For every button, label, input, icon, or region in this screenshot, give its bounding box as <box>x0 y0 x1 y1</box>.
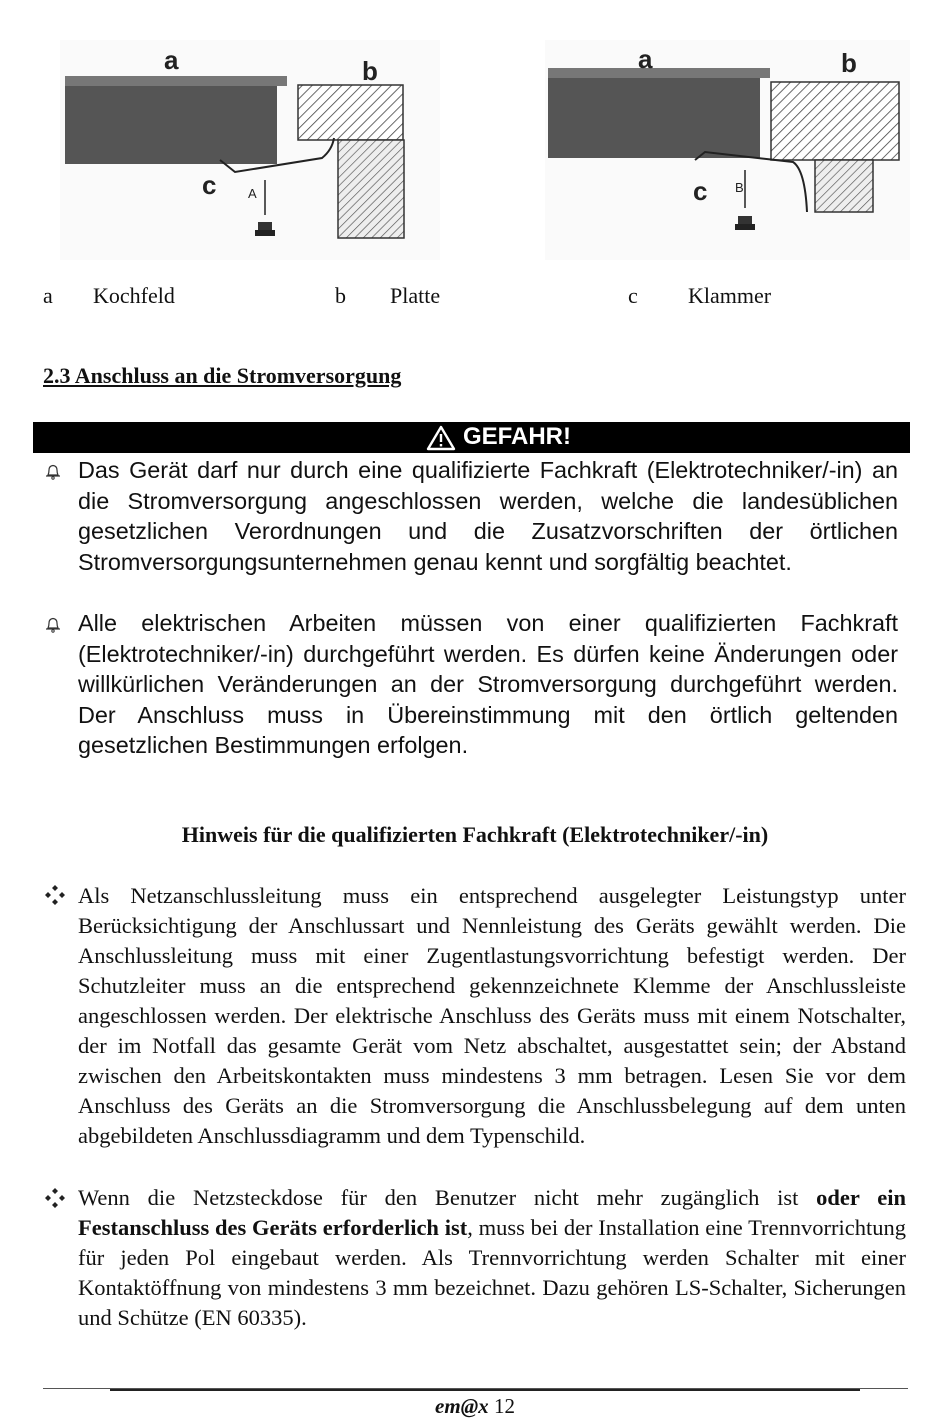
label-hob: a <box>638 44 653 74</box>
note-item-2-bold: oder ein Festanschluss des Geräts erforderlich ist <box>78 1185 906 1240</box>
note-item-1: Als Netzanschlussleitung muss ein entsprechend ausgelegter Leistungstyp unter Berücksichtigung der Anschlussart und Nennleistung des Geräts gewählt werden. Die Anschlussleitung muss mit einer Zugentlastungsvorrichtung befestigt werden. Der Schutzleiter muss an die entsprechend gekennzeichnete Klemme der Anschlussleiste angeschlossen werden. Der elektrische Anschluss des Geräts muss mit einem Notschalter, der im Notfall das gesamte Gerät vom Netz abschaltet, ausgestattet sein; der Abstand zwischen den Arbeitskontakten muss mindestens 3 mm betragen. Lesen Sie vor dem Anschluss des Geräts an die Stromversorgung die Anschlussbelegung auf dem unten abgebildeten Anschlussdiagramm und dem Typenschild. <box>78 883 906 1148</box>
danger-item-2: Alle elektrischen Arbeiten müssen von einer qualifizierten Fachkraft (Elektrotechniker/-in) durchgeführt werden. Es dürfen keine Änderungen oder willkürlichen Veränderungen an der Stromversorgung durchgeführt werden. Der Anschluss muss in Übereinstimmung mit den örtlich geltenden gesetzlichen Bestimmungen erfolgen. <box>78 610 898 759</box>
section-title: 2.3 Anschluss an die Stromversorgung <box>43 363 402 388</box>
note-item-2-text-start: Wenn die Netzsteckdose für den Benutzer nicht mehr zugänglich ist <box>78 1185 817 1210</box>
label-pin: B <box>735 180 744 195</box>
legend-key-a: a <box>43 283 53 308</box>
mounting-figure-b <box>545 40 925 260</box>
legend-text-b: Platte <box>390 283 441 308</box>
bell-icon <box>44 462 62 480</box>
danger-item-1: Das Gerät darf nur durch eine qualifizierte Fachkraft (Elektrotechniker/-in) an die Stromversorgung angeschlossen werden, welche die landesüblichen gesetzlichen Verordnungen und die Zusatzvorschriften der örtlichen Stromversorgungsunternehmen genau kennt und sorgfältig beachtet. <box>78 457 898 575</box>
hob-clamp-diagram-a <box>60 40 440 260</box>
page-number: 12 <box>493 1394 515 1418</box>
four-diamond-bullet-icon <box>44 1187 66 1209</box>
legend-key-c: c <box>628 283 638 308</box>
legend-text-a: Kochfeld <box>93 283 175 308</box>
label-pin: A <box>248 186 257 201</box>
mounting-figure-a <box>60 40 440 260</box>
danger-banner <box>33 422 910 453</box>
label-board: b <box>362 56 378 86</box>
brand-logo: em@x <box>435 1394 489 1418</box>
legend-key-b: b <box>335 283 346 308</box>
label-clamp: c <box>693 176 708 206</box>
bell-icon <box>44 615 62 633</box>
label-hob: a <box>164 45 179 75</box>
label-board: b <box>841 48 857 78</box>
four-diamond-bullet-icon <box>44 884 66 906</box>
footer-divider-bold <box>110 1389 860 1391</box>
legend-text-c: Klammer <box>688 283 772 308</box>
page-footer <box>0 1394 950 1419</box>
note-item-2-text-end: , muss bei der Installation eine Trennvorrichtung für jeden Pol eingebaut werden. Als Trennvorrichtung werden Schalter mit einer Kontaktöffnung von mindestens 3 mm bezeichnet. Dazu gehören LS-Schalter, Sicherungen und Schütze (EN 60335). <box>78 1215 907 1330</box>
danger-label: GEFAHR! <box>463 423 571 450</box>
note-title: Hinweis für die qualifizierten Fachkraft (Elektrotechniker/-in) <box>181 822 769 847</box>
warning-triangle-icon <box>426 425 456 451</box>
note-item-2 <box>78 1183 906 1333</box>
label-clamp: c <box>202 170 217 200</box>
